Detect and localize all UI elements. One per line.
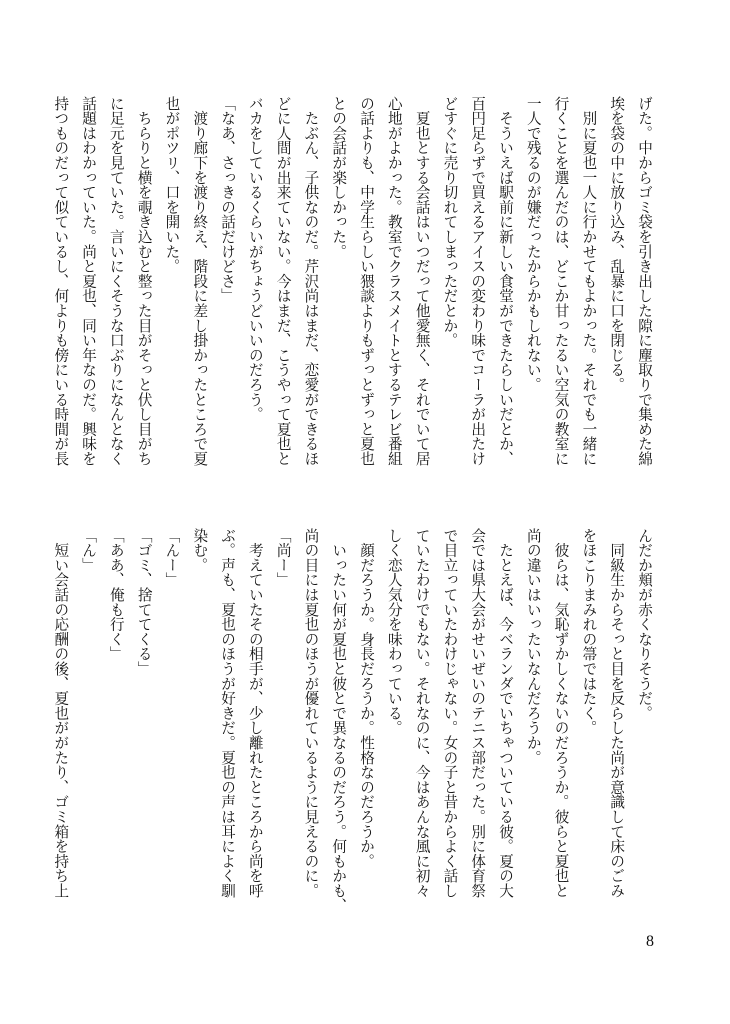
text-line: バカをしているくらいがちょうどいいのだろう。 <box>246 96 264 422</box>
text-line: 彼らは、気恥ずかしくないのだろうか。彼らと夏也と <box>552 528 570 898</box>
text-line: の話よりも、中学生らしい猥談よりもずっとずっと夏也 <box>358 96 376 466</box>
text-line: どに人間が出来ていない。今はまだ、こうやって夏也と <box>274 96 292 466</box>
text-line: で目立っていたわけじゃない。女の子と昔からよく話し <box>441 528 459 898</box>
upper-text-block <box>52 96 658 491</box>
text-line: どすぐに売り切れてしまっただとか。 <box>441 96 459 348</box>
text-line: 染む。 <box>191 528 209 573</box>
text-line: たぶん、子供なのだ。芹沢尚はまだ、恋愛ができるほ <box>302 96 320 466</box>
text-line: 同級生からそっと目を反らした尚が意識して床のごみ <box>608 528 626 898</box>
text-line: 「ん」 <box>80 528 98 573</box>
text-line: 「んー」 <box>163 528 181 588</box>
text-line: 考えていたその相手が、少し離れたところから尚を呼 <box>246 528 264 898</box>
text-line: 也がポツリ、口を開いた。 <box>163 96 181 274</box>
text-line: んだか頬が赤くなりそうだ。 <box>636 528 653 721</box>
text-line: 埃を袋の中に放り込み、乱暴に口を閉じる。 <box>608 96 626 392</box>
text-line: しく恋人気分を味わっている。 <box>385 528 403 736</box>
text-line: ちらりと横を覗き込むと整った目がそっと伏し目がち <box>135 96 153 466</box>
text-line: 心地がよかった。教室でクラスメイトとするテレビ番組 <box>385 96 403 466</box>
text-line: そういえば駅前に新しい食堂ができたらしいだとか、 <box>497 96 515 466</box>
text-line: いったい何が夏也と彼とで異なるのだろう。何もかも、 <box>330 528 348 913</box>
text-line: 尚の違いはいったいなんだろうか。 <box>524 528 542 765</box>
text-line: 「ああ、俺も行く」 <box>107 528 125 662</box>
text-line: ていたわけでもない。それなのに、今はあんな風に初々 <box>413 528 431 898</box>
text-line: げた。中からゴミ袋を引き出した隙に塵取りで集めた綿 <box>636 96 653 466</box>
text-line: 「なあ、さっきの話だけどさ」 <box>219 96 237 304</box>
text-line: 持つものだって似ているし、何よりも傍にいる時間が長 <box>52 96 70 466</box>
text-line: 百円足らずで買えるアイスの変わり味でコーラが出たけ <box>469 96 487 466</box>
text-line: ぶ。声も、夏也のほうが好きだ。夏也の声は耳によく馴 <box>219 528 237 898</box>
page-number: 8 <box>646 933 654 950</box>
text-line: をほこりまみれの箒ではたく。 <box>580 528 598 736</box>
text-line: 短い会話の応酬の後、夏也ががたり、ゴミ箱を持ち上 <box>52 528 70 898</box>
text-line: 渡り廊下を渡り終え、階段に差し掛かったところで夏 <box>191 96 209 466</box>
text-line: 会では県大会がせいぜいのテニス部だった。別に体育祭 <box>469 528 487 898</box>
text-line: 一人で残るのが嫌だったからかもしれない。 <box>524 96 542 392</box>
text-line: 行くことを選んだのは、どこか甘ったるい空気の教室に <box>552 96 570 466</box>
text-line: 話題はわかっていた。尚と夏也、同い年なのだ。興味を <box>80 96 98 466</box>
lower-text-block <box>52 528 658 923</box>
text-line: 「尚ー」 <box>274 528 292 588</box>
text-line: 別に夏也一人に行かせてもよかった。それでも一緒に <box>580 96 598 466</box>
text-line: 尚の目には夏也のほうが優れているように見えるのに。 <box>302 528 320 898</box>
text-line: に足元を見ていた。言いにくそうな口ぶりになんとなく <box>107 96 125 466</box>
text-line: 夏也とする会話はいつだって他愛無く、それでいて居 <box>413 96 431 466</box>
text-line: との会話が楽しかった。 <box>330 96 348 259</box>
text-line: たとえば、今ベランダでいちゃついている彼。夏の大 <box>497 528 515 898</box>
text-line: 顔だろうか。身長だろうか。性格なのだろうか。 <box>358 528 376 869</box>
text-line: 「ゴミ、捨ててくる」 <box>135 528 153 676</box>
